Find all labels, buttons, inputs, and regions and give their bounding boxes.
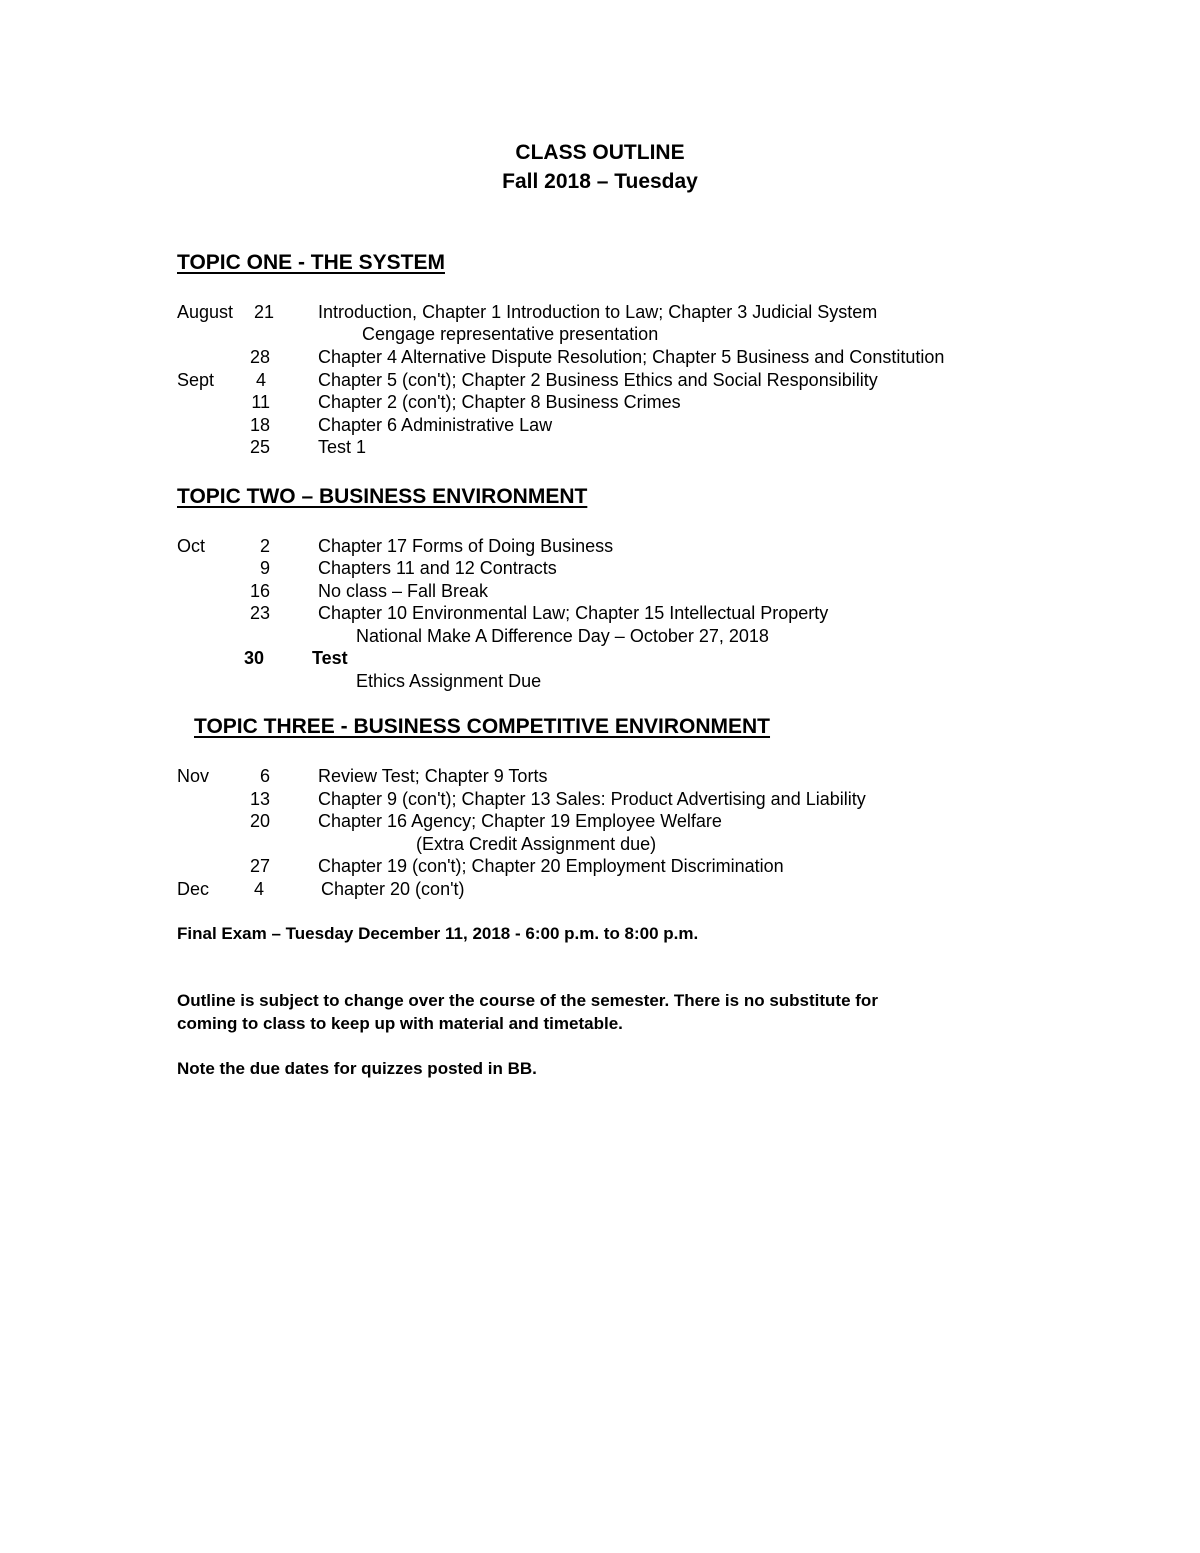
row-text: Test	[312, 648, 348, 668]
notes-line: Note the due dates for quizzes posted in BB.	[177, 1059, 537, 1078]
row-day: 28	[249, 347, 270, 367]
row-text: Chapter 17 Forms of Doing Business	[318, 536, 614, 556]
row-text: Chapter 9 (con't); Chapter 13 Sales: Product Advertising and Liability	[318, 789, 866, 809]
row-day: 16	[249, 581, 270, 601]
row-month: Sept	[177, 370, 215, 390]
row-month: August	[177, 302, 234, 322]
row-subtext: (Extra Credit Assignment due)	[416, 834, 657, 854]
row-text: Chapter 19 (con't); Chapter 20 Employment Discrimination	[318, 856, 784, 876]
row-day: 25	[249, 437, 270, 457]
row-text: No class – Fall Break	[318, 581, 489, 601]
row-text: Chapter 6 Administrative Law	[318, 415, 553, 435]
notes-line: Outline is subject to change over the course of the semester. There is no substitute for	[177, 991, 878, 1010]
row-day: 4	[255, 370, 266, 390]
topic-three-heading: TOPIC THREE - BUSINESS COMPETITIVE ENVIRONMENT	[194, 715, 771, 738]
row-text: Chapter 16 Agency; Chapter 19 Employee Welfare	[318, 811, 722, 831]
row-subtext: Cengage representative presentation	[362, 324, 659, 344]
row-day: 6	[259, 766, 270, 786]
row-text: Review Test; Chapter 9 Torts	[318, 766, 548, 786]
row-day: 30	[243, 648, 264, 668]
row-text: Chapter 20 (con't)	[321, 879, 465, 899]
row-day: 2	[259, 536, 270, 556]
row-day: 18	[249, 415, 270, 435]
row-day: 11	[251, 392, 270, 412]
row-text: Chapter 4 Alternative Dispute Resolution; Chapter 5 Business and Constitution	[318, 347, 945, 367]
row-day: 9	[259, 558, 270, 578]
final-exam-note: Final Exam – Tuesday December 11, 2018 - 6:00 p.m. to 8:00 p.m.	[177, 924, 699, 943]
page-subtitle: Fall 2018 – Tuesday	[502, 170, 698, 193]
row-text: Test 1	[318, 437, 367, 457]
row-day: 20	[249, 811, 270, 831]
row-text: Chapter 10 Environmental Law; Chapter 15 Intellectual Property	[318, 603, 829, 623]
row-text: Chapter 5 (con't); Chapter 2 Business Ethics and Social Responsibility	[318, 370, 878, 390]
topic-two-heading: TOPIC TWO – BUSINESS ENVIRONMENT	[177, 485, 588, 508]
row-day: 21	[253, 302, 274, 322]
row-day: 27	[249, 856, 270, 876]
row-month: Nov	[177, 766, 210, 786]
row-month: Dec	[177, 879, 210, 899]
page-title: CLASS OUTLINE	[515, 141, 685, 164]
row-subtext: Ethics Assignment Due	[356, 671, 542, 691]
row-text: Chapter 2 (con't); Chapter 8 Business Crimes	[318, 392, 681, 412]
row-day: 4	[253, 879, 264, 899]
notes-line: coming to class to keep up with material and timetable.	[177, 1014, 623, 1033]
row-subtext: National Make A Difference Day – October 27, 2018	[356, 626, 769, 646]
row-text: Introduction, Chapter 1 Introduction to Law; Chapter 3 Judicial System	[318, 302, 878, 322]
row-month: Oct	[177, 536, 206, 556]
row-day: 13	[249, 789, 270, 809]
row-text: Chapters 11 and 12 Contracts	[318, 558, 557, 578]
row-day: 23	[249, 603, 270, 623]
topic-one-heading: TOPIC ONE - THE SYSTEM	[177, 251, 445, 274]
